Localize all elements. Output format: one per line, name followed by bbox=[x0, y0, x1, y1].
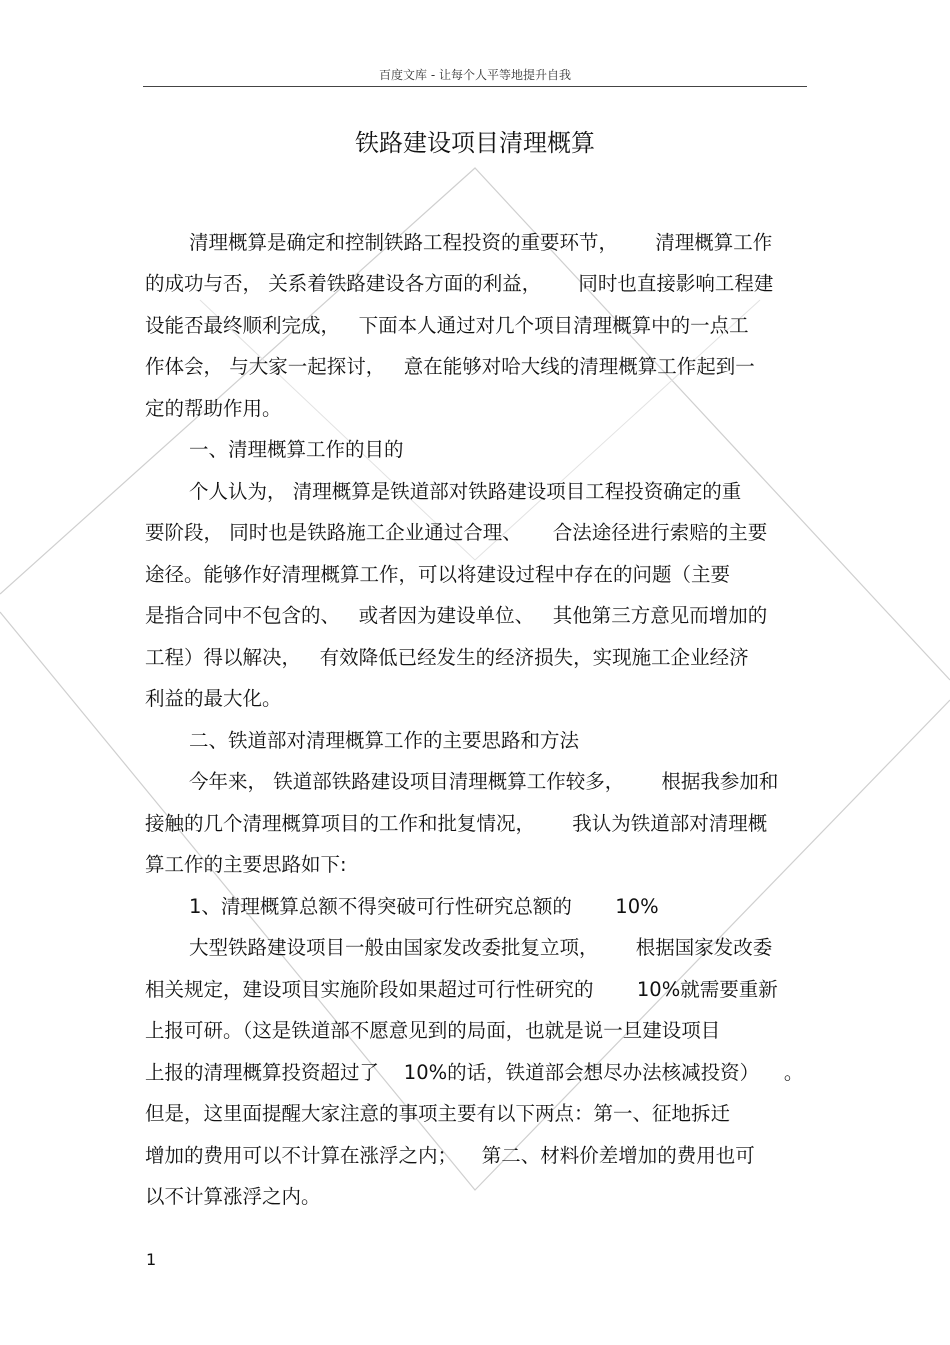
body-line: 工程）得以解决， 有效降低已经发生的经济损失，实现施工企业经济 bbox=[145, 646, 749, 669]
body-line: 要阶段， 同时也是铁路施工企业通过合理、 合法途径进行索赔的主要 bbox=[145, 521, 768, 544]
page-number: 1 bbox=[146, 1250, 157, 1269]
body-line: 算工作的主要思路如下: bbox=[145, 853, 347, 876]
body-line: 增加的费用可以不计算在涨浮之内； 第二、材料价差增加的费用也可 bbox=[145, 1144, 755, 1167]
body-line: 今年来， 铁道部铁路建设项目清理概算工作较多， 根据我参加和 bbox=[189, 770, 779, 793]
header-divider bbox=[143, 86, 807, 87]
body-line: 相关规定，建设项目实施阶段如果超过可行性研究的 10%就需要重新 bbox=[145, 978, 778, 1001]
body-line: 个人认为， 清理概算是铁道部对铁路建设项目工程投资确定的重 bbox=[189, 480, 742, 503]
body-line: 上报可研。（这是铁道部不愿意见到的局面，也就是说一旦建设项目 bbox=[145, 1019, 721, 1042]
body-line: 定的帮助作用。 bbox=[145, 397, 282, 420]
body-line: 以不计算涨浮之内。 bbox=[145, 1185, 321, 1208]
body-line: 途径。能够作好清理概算工作，可以将建设过程中存在的问题（主要 bbox=[145, 563, 731, 586]
section-heading: 一、清理概算工作的目的 bbox=[189, 438, 404, 461]
sub-heading: 1、清理概算总额不得突破可行性研究总额的 10% bbox=[189, 895, 659, 918]
page-header: 百度文库 - 让每个人平等地提升自我 bbox=[379, 68, 571, 82]
body-line: 接触的几个清理概算项目的工作和批复情况， 我认为铁道部对清理概 bbox=[145, 812, 768, 835]
body-line: 上报的清理概算投资超过了 10%的话，铁道部会想尽办法核减投资） 。 bbox=[145, 1061, 804, 1084]
body-line: 利益的最大化。 bbox=[145, 687, 282, 710]
body-line: 但是，这里面提醒大家注意的事项主要有以下两点：第一、征地拆迁 bbox=[145, 1102, 731, 1125]
body-line: 设能否最终顺利完成， 下面本人通过对几个项目清理概算中的一点工 bbox=[145, 314, 749, 337]
body-line: 大型铁路建设项目一般由国家发改委批复立项， 根据国家发改委 bbox=[189, 936, 773, 959]
document-title: 铁路建设项目清理概算 bbox=[355, 129, 595, 157]
body-line: 清理概算是确定和控制铁路工程投资的重要环节， 清理概算工作 bbox=[189, 231, 773, 254]
body-line: 作体会， 与大家一起探讨， 意在能够对哈大线的清理概算工作起到一 bbox=[145, 355, 755, 378]
section-heading: 二、铁道部对清理概算工作的主要思路和方法 bbox=[189, 729, 580, 752]
body-line: 是指合同中不包含的、 或者因为建设单位、 其他第三方意见而增加的 bbox=[145, 604, 768, 627]
body-line: 的成功与否， 关系着铁路建设各方面的利益， 同时也直接影响工程建 bbox=[145, 272, 774, 295]
